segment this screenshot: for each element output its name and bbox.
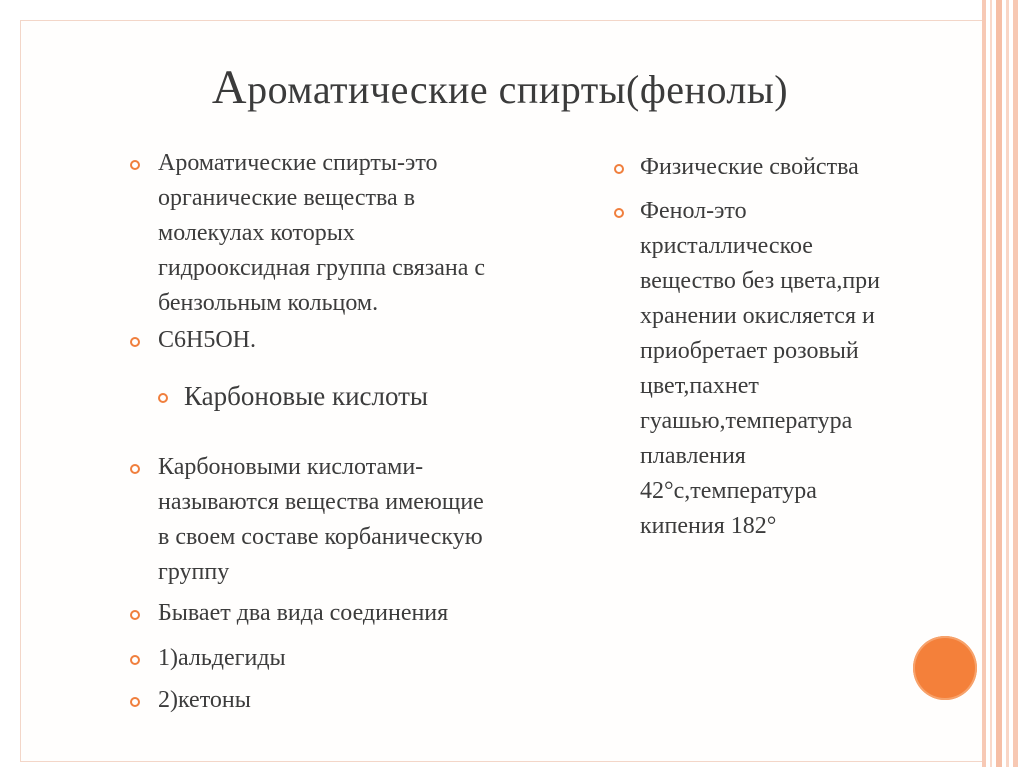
bullet-icon xyxy=(158,393,168,403)
carbox-line: Карбоновыми кислотами- xyxy=(158,454,424,480)
phenol-line: приобретает розовый xyxy=(640,338,859,364)
carbox-line: в своем составе корбаническую xyxy=(158,524,483,550)
phenol-line: хранении окисляется и xyxy=(640,303,875,329)
definition-line: бензольным кольцом. xyxy=(158,290,379,316)
carbox-line: называются вещества имеющие xyxy=(158,489,484,515)
bullet-icon xyxy=(130,655,140,665)
bullet-icon xyxy=(130,697,140,707)
carbox-heading: Карбоновые кислоты xyxy=(184,381,429,411)
decorative-stripes xyxy=(982,0,1024,767)
title-rest: роматические спирты(фенолы) xyxy=(247,67,789,112)
phenol-line: цвет,пахнет xyxy=(640,373,759,399)
decorative-circle xyxy=(913,636,977,700)
bullet-icon xyxy=(130,464,140,474)
phenol-line: плавления xyxy=(640,443,746,469)
bullet-icon xyxy=(614,208,624,218)
definition-line: Ароматические спирты-это xyxy=(158,150,438,176)
aldehydes-text: 1)альдегиды xyxy=(158,645,286,671)
definition-line: органические вещества в xyxy=(158,185,416,211)
ketones-text: 2)кетоны xyxy=(158,687,251,713)
carbox-line: группу xyxy=(158,559,230,585)
phenol-line: кипения 182° xyxy=(640,513,777,539)
phenol-line: гуашью,температура xyxy=(640,408,853,434)
bullet-icon xyxy=(130,337,140,347)
phenol-line: вещество без цвета,при xyxy=(640,268,881,294)
bullet-icon xyxy=(130,160,140,170)
formula-text: C6H5OH. xyxy=(158,327,257,353)
bullet-icon xyxy=(130,610,140,620)
bullet-icon xyxy=(614,164,624,174)
phys-heading: Физические свойства xyxy=(640,154,859,180)
two-types-text: Бывает два вида соединения xyxy=(158,600,449,626)
definition-line: молекулах которых xyxy=(158,220,355,246)
phenol-line: 42°c,температура xyxy=(640,478,817,504)
slide-title xyxy=(0,60,1000,115)
definition-line: гидрооксидная группа связана с xyxy=(158,255,486,281)
phenol-line: Фенол-это xyxy=(640,198,747,224)
phenol-line: кристаллическое xyxy=(640,233,813,259)
title-initial: А xyxy=(211,61,248,114)
